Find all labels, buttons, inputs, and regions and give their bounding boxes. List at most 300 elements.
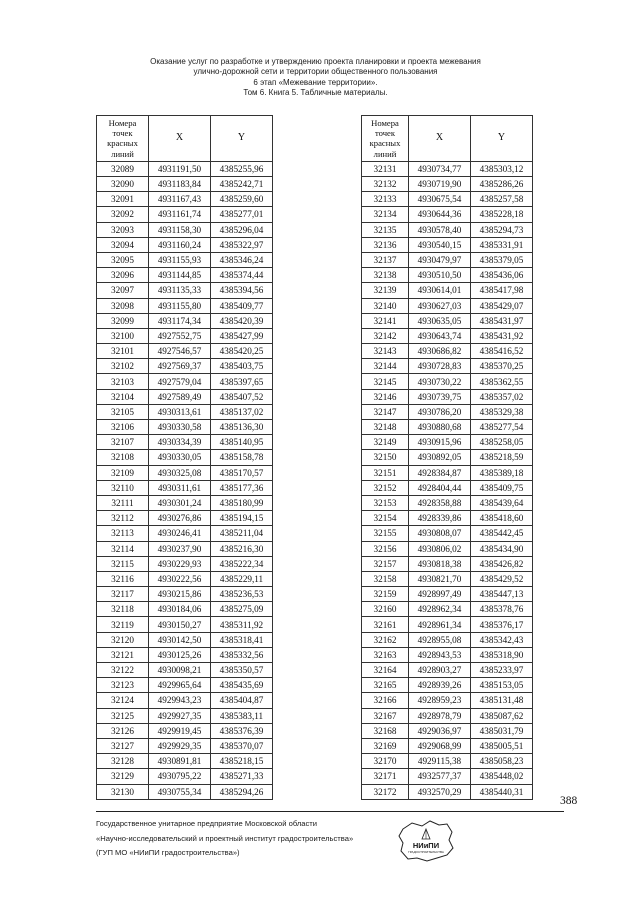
x-coordinate-cell: 4930730,22	[409, 374, 471, 389]
point-number-cell: 32164	[362, 663, 409, 678]
y-coordinate-cell: 4385294,73	[471, 222, 533, 237]
y-coordinate-cell: 4385440,31	[471, 784, 533, 799]
x-coordinate-cell: 4931155,80	[149, 298, 211, 313]
document-header	[0, 57, 631, 98]
point-number-cell: 32089	[97, 161, 149, 176]
table-row	[362, 708, 533, 723]
y-coordinate-cell: 4385228,18	[471, 207, 533, 222]
table-row	[362, 480, 533, 495]
y-coordinate-cell: 4385436,06	[471, 268, 533, 283]
point-number-cell: 32113	[97, 526, 149, 541]
point-number-cell: 32103	[97, 374, 149, 389]
x-coordinate-cell: 4932577,37	[409, 769, 471, 784]
table-row	[97, 602, 273, 617]
table-row	[97, 344, 273, 359]
x-coordinate-cell: 4928955,08	[409, 632, 471, 647]
y-coordinate-cell: 4385376,17	[471, 617, 533, 632]
point-number-cell: 32142	[362, 328, 409, 343]
point-number-cell: 32146	[362, 389, 409, 404]
x-coordinate-cell: 4930142,50	[149, 632, 211, 647]
point-number-cell: 32126	[97, 723, 149, 738]
x-coordinate-cell: 4930301,24	[149, 495, 211, 510]
y-coordinate-cell: 4385286,26	[471, 177, 533, 192]
table-row	[97, 177, 273, 192]
y-coordinate-cell: 4385397,65	[211, 374, 273, 389]
point-number-cell: 32150	[362, 450, 409, 465]
table-row	[362, 389, 533, 404]
y-coordinate-cell: 4385409,77	[211, 298, 273, 313]
point-number-cell: 32115	[97, 556, 149, 571]
x-coordinate-cell: 4930215,86	[149, 587, 211, 602]
table-row	[362, 571, 533, 586]
y-coordinate-cell: 4385403,75	[211, 359, 273, 374]
y-coordinate-cell: 4385311,92	[211, 617, 273, 632]
point-number-cell: 32161	[362, 617, 409, 632]
point-number-cell: 32166	[362, 693, 409, 708]
y-coordinate-cell: 4385431,92	[471, 328, 533, 343]
point-number-cell: 32108	[97, 450, 149, 465]
point-number-cell: 32147	[362, 404, 409, 419]
table-row	[97, 769, 273, 784]
x-coordinate-cell: 4930892,05	[409, 450, 471, 465]
y-coordinate-cell: 4385448,02	[471, 769, 533, 784]
footer-line-3: (ГУП МО «НИиПИ градостроительства»)	[96, 848, 240, 857]
y-coordinate-cell: 4385058,23	[471, 754, 533, 769]
x-coordinate-cell: 4930675,54	[409, 192, 471, 207]
table-row	[97, 784, 273, 799]
point-number-header: Номера точек красных линий	[362, 116, 409, 162]
point-number-cell: 32151	[362, 465, 409, 480]
table-row	[362, 602, 533, 617]
table-row	[97, 237, 273, 252]
point-number-header: Номера точек красных линий	[97, 116, 149, 162]
point-number-cell: 32169	[362, 738, 409, 753]
y-coordinate-cell: 4385322,97	[211, 237, 273, 252]
table-row	[362, 268, 533, 283]
table-row	[97, 192, 273, 207]
point-number-cell: 32105	[97, 404, 149, 419]
x-coordinate-cell: 4928939,26	[409, 678, 471, 693]
x-coordinate-cell: 4928384,87	[409, 465, 471, 480]
table-row	[362, 632, 533, 647]
table-row	[362, 617, 533, 632]
point-number-cell: 32109	[97, 465, 149, 480]
table-row	[362, 192, 533, 207]
y-coordinate-cell: 4385362,55	[471, 374, 533, 389]
y-column-header: Y	[471, 116, 533, 162]
y-coordinate-cell: 4385236,53	[211, 587, 273, 602]
table-row	[97, 632, 273, 647]
table-row	[362, 207, 533, 222]
x-coordinate-cell: 4929929,35	[149, 738, 211, 753]
table-row	[97, 723, 273, 738]
point-number-cell: 32110	[97, 480, 149, 495]
point-number-cell: 32111	[97, 495, 149, 510]
y-coordinate-cell: 4385389,18	[471, 465, 533, 480]
point-number-cell: 32117	[97, 587, 149, 602]
x-coordinate-cell: 4930891,81	[149, 754, 211, 769]
table-row	[97, 617, 273, 632]
point-number-cell: 32154	[362, 511, 409, 526]
y-coordinate-cell: 4385294,26	[211, 784, 273, 799]
y-column-header: Y	[211, 116, 273, 162]
point-number-cell: 32132	[362, 177, 409, 192]
y-coordinate-cell: 4385442,45	[471, 526, 533, 541]
point-number-cell: 32157	[362, 556, 409, 571]
y-coordinate-cell: 4385435,69	[211, 678, 273, 693]
table-row	[97, 541, 273, 556]
table-row	[362, 587, 533, 602]
x-coordinate-cell: 4931155,93	[149, 252, 211, 267]
point-number-cell: 32136	[362, 237, 409, 252]
point-number-cell: 32129	[97, 769, 149, 784]
x-coordinate-cell: 4929036,97	[409, 723, 471, 738]
footer-divider	[96, 811, 564, 812]
point-number-cell: 32172	[362, 784, 409, 799]
footer-line-2: «Научно-исследовательский и проектный институт градостроительства»	[96, 833, 354, 843]
point-number-cell: 32095	[97, 252, 149, 267]
table-row	[97, 161, 273, 176]
y-coordinate-cell: 4385378,76	[471, 602, 533, 617]
point-number-cell: 32122	[97, 663, 149, 678]
table-row	[362, 754, 533, 769]
y-coordinate-cell: 4385136,30	[211, 420, 273, 435]
x-coordinate-cell: 4930325,08	[149, 465, 211, 480]
table-row	[97, 435, 273, 450]
table-row	[362, 252, 533, 267]
table-row	[97, 374, 273, 389]
x-coordinate-cell: 4927552,75	[149, 328, 211, 343]
y-coordinate-cell: 4385429,07	[471, 298, 533, 313]
table-row	[362, 495, 533, 510]
point-number-cell: 32120	[97, 632, 149, 647]
x-coordinate-cell: 4931167,43	[149, 192, 211, 207]
point-number-cell: 32145	[362, 374, 409, 389]
table-row	[97, 328, 273, 343]
point-number-cell: 32124	[97, 693, 149, 708]
point-number-cell: 32143	[362, 344, 409, 359]
x-coordinate-cell: 4930644,36	[409, 207, 471, 222]
table-row	[97, 526, 273, 541]
x-coordinate-cell: 4928903,27	[409, 663, 471, 678]
x-coordinate-cell: 4930313,61	[149, 404, 211, 419]
table-row	[362, 678, 533, 693]
y-coordinate-cell: 4385277,54	[471, 420, 533, 435]
y-coordinate-cell: 4385259,60	[211, 192, 273, 207]
table-row	[97, 556, 273, 571]
table-row	[97, 708, 273, 723]
point-number-cell: 32112	[97, 511, 149, 526]
y-coordinate-cell: 4385158,78	[211, 450, 273, 465]
point-number-cell: 32133	[362, 192, 409, 207]
x-coordinate-cell: 4929068,99	[409, 738, 471, 753]
x-coordinate-cell: 4928358,88	[409, 495, 471, 510]
y-coordinate-cell: 4385379,05	[471, 252, 533, 267]
point-number-cell: 32144	[362, 359, 409, 374]
table-row	[97, 283, 273, 298]
point-number-cell: 32165	[362, 678, 409, 693]
y-coordinate-cell: 4385275,09	[211, 602, 273, 617]
y-coordinate-cell: 4385233,97	[471, 663, 533, 678]
y-coordinate-cell: 4385277,01	[211, 207, 273, 222]
y-coordinate-cell: 4385318,90	[471, 647, 533, 662]
table-row	[362, 283, 533, 298]
point-number-cell: 32090	[97, 177, 149, 192]
table-row	[97, 298, 273, 313]
y-coordinate-cell: 4385257,58	[471, 192, 533, 207]
x-coordinate-cell: 4930614,01	[409, 283, 471, 298]
x-coordinate-cell: 4930540,15	[409, 237, 471, 252]
x-coordinate-cell: 4930821,70	[409, 571, 471, 586]
x-coordinate-cell: 4930229,93	[149, 556, 211, 571]
x-coordinate-cell: 4930635,05	[409, 313, 471, 328]
x-coordinate-cell: 4927579,04	[149, 374, 211, 389]
table-row	[362, 222, 533, 237]
point-number-cell: 32123	[97, 678, 149, 693]
x-coordinate-cell: 4929919,45	[149, 723, 211, 738]
table-row	[362, 404, 533, 419]
y-coordinate-cell: 4385137,02	[211, 404, 273, 419]
x-coordinate-cell: 4928997,49	[409, 587, 471, 602]
y-coordinate-cell: 4385296,04	[211, 222, 273, 237]
x-column-header: X	[409, 116, 471, 162]
x-coordinate-cell: 4930334,39	[149, 435, 211, 450]
y-coordinate-cell: 4385229,11	[211, 571, 273, 586]
point-number-cell: 32152	[362, 480, 409, 495]
table-row	[362, 344, 533, 359]
point-number-cell: 32104	[97, 389, 149, 404]
x-coordinate-cell: 4927589,49	[149, 389, 211, 404]
x-coordinate-cell: 4929965,64	[149, 678, 211, 693]
table-row	[362, 359, 533, 374]
y-coordinate-cell: 4385409,75	[471, 480, 533, 495]
table-row	[362, 693, 533, 708]
table-row	[362, 435, 533, 450]
y-coordinate-cell: 4385417,98	[471, 283, 533, 298]
point-number-cell: 32138	[362, 268, 409, 283]
point-number-cell: 32118	[97, 602, 149, 617]
x-coordinate-cell: 4930098,21	[149, 663, 211, 678]
table-row	[97, 252, 273, 267]
table-row	[97, 678, 273, 693]
y-coordinate-cell: 4385429,52	[471, 571, 533, 586]
x-coordinate-cell: 4931183,84	[149, 177, 211, 192]
page-number: 388	[560, 795, 578, 807]
table-row	[97, 480, 273, 495]
table-row	[362, 511, 533, 526]
x-coordinate-cell: 4931174,34	[149, 313, 211, 328]
point-number-cell: 32158	[362, 571, 409, 586]
point-number-cell: 32119	[97, 617, 149, 632]
table-row	[97, 754, 273, 769]
point-number-cell: 32168	[362, 723, 409, 738]
point-number-cell: 32137	[362, 252, 409, 267]
x-coordinate-cell: 4928961,34	[409, 617, 471, 632]
x-coordinate-cell: 4929943,23	[149, 693, 211, 708]
x-coordinate-cell: 4930276,86	[149, 511, 211, 526]
y-coordinate-cell: 4385222,34	[211, 556, 273, 571]
point-number-cell: 32125	[97, 708, 149, 723]
x-coordinate-cell: 4930739,75	[409, 389, 471, 404]
y-coordinate-cell: 4385140,95	[211, 435, 273, 450]
table-row	[362, 161, 533, 176]
footer-line-1: Государственное унитарное предприятие Московской области	[96, 819, 318, 828]
x-coordinate-cell: 4930818,38	[409, 556, 471, 571]
point-number-cell: 32128	[97, 754, 149, 769]
y-coordinate-cell: 4385434,90	[471, 541, 533, 556]
x-coordinate-cell: 4930330,05	[149, 450, 211, 465]
y-coordinate-cell: 4385153,05	[471, 678, 533, 693]
y-coordinate-cell: 4385329,38	[471, 404, 533, 419]
y-coordinate-cell: 4385394,56	[211, 283, 273, 298]
table-row	[97, 404, 273, 419]
point-number-cell: 32097	[97, 283, 149, 298]
point-number-cell: 32107	[97, 435, 149, 450]
table-row	[362, 723, 533, 738]
x-coordinate-cell: 4930479,97	[409, 252, 471, 267]
x-coordinate-cell: 4930686,82	[409, 344, 471, 359]
x-coordinate-cell: 4928959,23	[409, 693, 471, 708]
x-coordinate-cell: 4930643,74	[409, 328, 471, 343]
x-coordinate-cell: 4931160,24	[149, 237, 211, 252]
table-row	[362, 177, 533, 192]
y-coordinate-cell: 4385177,36	[211, 480, 273, 495]
table-row	[97, 207, 273, 222]
point-number-cell: 32094	[97, 237, 149, 252]
y-coordinate-cell: 4385271,33	[211, 769, 273, 784]
y-coordinate-cell: 4385318,41	[211, 632, 273, 647]
point-number-cell: 32116	[97, 571, 149, 586]
x-coordinate-cell: 4931161,74	[149, 207, 211, 222]
point-number-cell: 32092	[97, 207, 149, 222]
y-coordinate-cell: 4385342,43	[471, 632, 533, 647]
header-line-1: Оказание услуг по разработке и утверждению проекта планировки и проекта межевания	[150, 57, 481, 66]
point-number-cell: 32127	[97, 738, 149, 753]
y-coordinate-cell: 4385218,15	[211, 754, 273, 769]
point-number-cell: 32159	[362, 587, 409, 602]
header-line-2: улично-дорожной сети и территории общественного пользования	[193, 67, 438, 77]
table-row	[362, 298, 533, 313]
point-number-cell: 32098	[97, 298, 149, 313]
table-row	[362, 420, 533, 435]
x-coordinate-cell: 4929115,38	[409, 754, 471, 769]
table-row	[97, 663, 273, 678]
y-coordinate-cell: 4385350,57	[211, 663, 273, 678]
point-number-cell: 32093	[97, 222, 149, 237]
y-coordinate-cell: 4385383,11	[211, 708, 273, 723]
x-coordinate-cell: 4930915,96	[409, 435, 471, 450]
x-coordinate-cell: 4930578,40	[409, 222, 471, 237]
x-coordinate-cell: 4931144,85	[149, 268, 211, 283]
y-coordinate-cell: 4385407,52	[211, 389, 273, 404]
y-coordinate-cell: 4385331,91	[471, 237, 533, 252]
table-row	[362, 237, 533, 252]
table-row	[97, 450, 273, 465]
y-coordinate-cell: 4385420,39	[211, 313, 273, 328]
point-number-cell: 32100	[97, 328, 149, 343]
x-coordinate-cell: 4930755,34	[149, 784, 211, 799]
y-coordinate-cell: 4385370,07	[211, 738, 273, 753]
x-coordinate-cell: 4928339,86	[409, 511, 471, 526]
x-coordinate-cell: 4930795,22	[149, 769, 211, 784]
header-line-4: Том 6. Книга 5. Табличные материалы.	[243, 87, 388, 97]
y-coordinate-cell: 4385439,64	[471, 495, 533, 510]
x-coordinate-cell: 4927546,57	[149, 344, 211, 359]
y-coordinate-cell: 4385426,82	[471, 556, 533, 571]
point-number-cell: 32106	[97, 420, 149, 435]
point-number-cell: 32096	[97, 268, 149, 283]
y-coordinate-cell: 4385357,02	[471, 389, 533, 404]
x-coordinate-cell: 4930330,58	[149, 420, 211, 435]
table-row	[362, 541, 533, 556]
y-coordinate-cell: 4385005,51	[471, 738, 533, 753]
y-coordinate-cell: 4385170,57	[211, 465, 273, 480]
y-coordinate-cell: 4385180,99	[211, 495, 273, 510]
table-row	[97, 222, 273, 237]
table-row	[362, 647, 533, 662]
x-coordinate-cell: 4931135,33	[149, 283, 211, 298]
x-coordinate-cell: 4930125,26	[149, 647, 211, 662]
y-coordinate-cell: 4385376,39	[211, 723, 273, 738]
table-header-row	[362, 116, 533, 162]
y-coordinate-cell: 4385131,48	[471, 693, 533, 708]
y-coordinate-cell: 4385416,52	[471, 344, 533, 359]
x-coordinate-cell: 4932570,29	[409, 784, 471, 799]
y-coordinate-cell: 4385420,25	[211, 344, 273, 359]
table-row	[97, 389, 273, 404]
table-row	[97, 511, 273, 526]
point-number-cell: 32134	[362, 207, 409, 222]
x-coordinate-cell: 4930806,02	[409, 541, 471, 556]
point-number-cell: 32160	[362, 602, 409, 617]
table-row	[362, 313, 533, 328]
table-row	[362, 374, 533, 389]
x-coordinate-cell: 4930734,77	[409, 161, 471, 176]
table-row	[97, 693, 273, 708]
point-number-cell: 32091	[97, 192, 149, 207]
point-number-cell: 32131	[362, 161, 409, 176]
point-number-cell: 32149	[362, 435, 409, 450]
x-coordinate-cell: 4929927,35	[149, 708, 211, 723]
point-number-cell: 32153	[362, 495, 409, 510]
point-number-cell: 32163	[362, 647, 409, 662]
x-coordinate-cell: 4928962,34	[409, 602, 471, 617]
y-coordinate-cell: 4385258,05	[471, 435, 533, 450]
table-row	[97, 495, 273, 510]
x-coordinate-cell: 4930719,90	[409, 177, 471, 192]
y-coordinate-cell: 4385218,59	[471, 450, 533, 465]
x-coordinate-cell: 4930311,61	[149, 480, 211, 495]
y-coordinate-cell: 4385211,04	[211, 526, 273, 541]
y-coordinate-cell: 4385374,44	[211, 268, 273, 283]
y-coordinate-cell: 4385427,99	[211, 328, 273, 343]
y-coordinate-cell: 4385087,62	[471, 708, 533, 723]
x-column-header: X	[149, 116, 211, 162]
table-row	[362, 769, 533, 784]
x-coordinate-cell: 4930184,06	[149, 602, 211, 617]
y-coordinate-cell: 4385303,12	[471, 161, 533, 176]
x-coordinate-cell: 4930510,50	[409, 268, 471, 283]
table-row	[97, 268, 273, 283]
coordinates-table-left	[96, 115, 273, 800]
y-coordinate-cell: 4385194,15	[211, 511, 273, 526]
x-coordinate-cell: 4930786,20	[409, 404, 471, 419]
table-row	[362, 526, 533, 541]
y-coordinate-cell: 4385242,71	[211, 177, 273, 192]
table-row	[97, 313, 273, 328]
point-number-cell: 32148	[362, 420, 409, 435]
table-row	[362, 465, 533, 480]
